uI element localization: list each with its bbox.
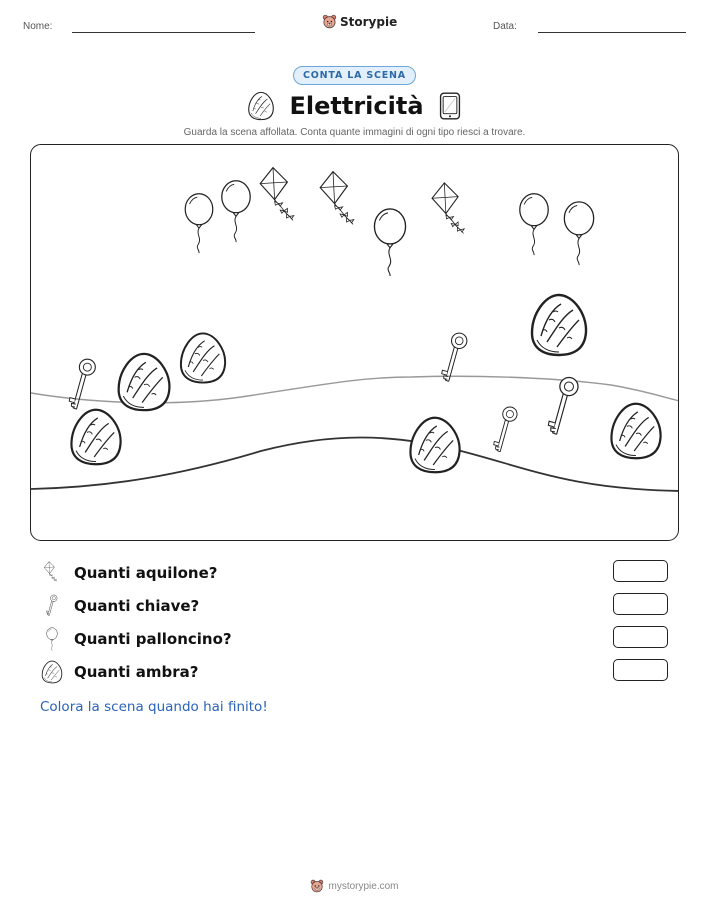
page-title: Elettricità [289,92,424,120]
kite [320,172,354,225]
amber [71,410,120,465]
amber-icon [40,660,64,684]
question-label: Quanti aquilone? [74,564,218,582]
bear-logo-icon [322,14,337,29]
brand-name: Storypie [340,14,398,29]
key [548,377,578,434]
instructions: Guarda la scena affollata. Conta quante immagini di ogni tipo riesci a trovare. [183,127,526,138]
answer-box-kite[interactable] [613,560,668,582]
scene-frame [30,144,679,541]
answer-box-key[interactable] [613,593,668,615]
key [69,359,95,409]
kite-icon [40,561,64,585]
bear-logo-icon [310,879,324,893]
amber [611,404,660,459]
activity-badge: CONTA LA SCENA [293,66,416,85]
question-row [40,659,198,685]
key [442,333,467,381]
kite [260,168,294,221]
phone-icon [438,91,462,121]
key [494,407,517,452]
balloon [520,194,548,255]
balloon [185,194,213,253]
amber [181,333,225,382]
date-field-line[interactable] [538,32,686,33]
name-label: Nome: [23,21,53,32]
balloon [222,181,250,242]
question-label: Quanti chiave? [74,597,200,615]
name-field-line[interactable] [72,32,255,33]
question-row [40,560,217,586]
amber-icon [247,91,275,121]
balloon [374,209,405,276]
date-label: Data: [493,21,517,32]
answer-box-amber[interactable] [613,659,668,681]
question-row [40,593,199,619]
key-icon [40,594,64,618]
amber [119,354,170,410]
answer-box-balloon[interactable] [613,626,668,648]
coloring-note: Colora la scena quando hai finito! [40,699,268,715]
storypie-logo [322,14,397,29]
footer-url: mystorypie.com [328,880,399,892]
balloon [564,202,593,265]
balloon-icon [40,627,64,651]
scene-illustration [31,145,679,541]
kite [432,183,464,234]
footer [310,879,398,893]
amber [410,418,459,473]
question-label: Quanti ambra? [74,663,199,681]
question-label: Quanti palloncino? [74,630,232,648]
hill-front-line [31,438,679,492]
question-row [40,626,232,652]
amber [532,295,586,355]
